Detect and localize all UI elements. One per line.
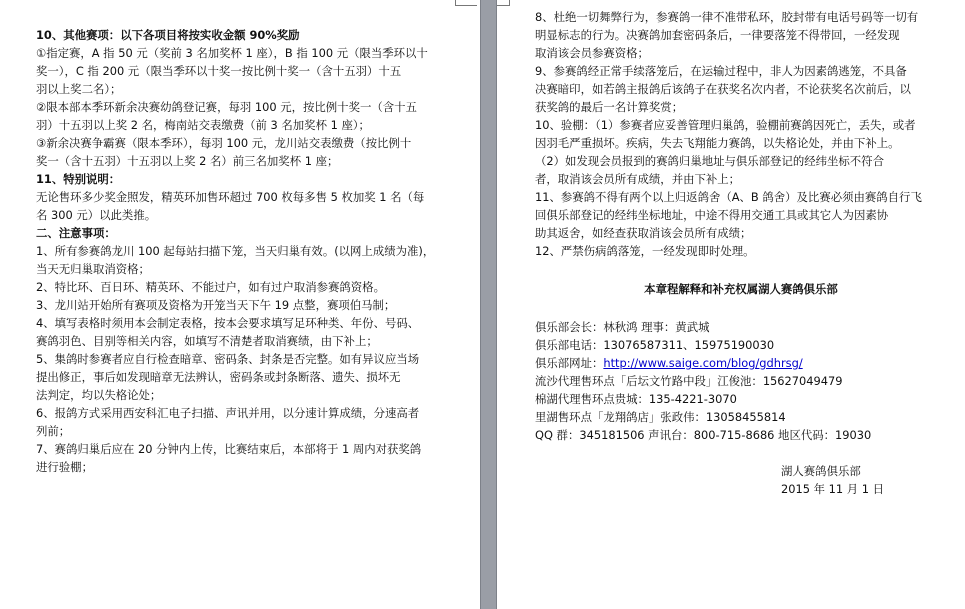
qq-line: QQ 群：345181506 声讯台：800-715-8686 地区代码：19030: [535, 428, 872, 442]
text-line: 取消该会员参赛资格；: [535, 46, 649, 60]
president-line: 俱乐部会长：林秋鸿 理事：黄武城: [535, 320, 710, 334]
document-page-right: [497, 0, 965, 609]
text-line: 羽以上奖二名）；: [36, 82, 122, 96]
website-line: [535, 354, 947, 372]
crop-mark: [455, 5, 477, 6]
text-line: 明显标志的行为。决赛鸽加套密码条后，一律要落笼不得带回，一经发现: [535, 28, 900, 42]
agent-line: 里湖售环点「龙翔鸽店」张政伟：13058455814: [535, 410, 786, 424]
text-line: 决赛暗印，如若鸽主报鸽后该鸽子在获奖名次内者，不论获奖名次前后，以: [535, 82, 911, 96]
text-line: 无论售环多少奖金照发，精英环加售环超过 700 枚每多售 5 枚加奖 1 名（每: [36, 190, 425, 204]
page-right-text: [535, 8, 947, 498]
text-line: 3、龙川站开始所有赛项及资格为开笼当天下午 19 点整，赛项伯马制；: [36, 298, 396, 312]
text-line: 赛鸽羽色、目别等相关内容，如填写不清楚者取消赛绩，由下补上；: [36, 334, 378, 348]
text-line: 者，取消该会员所有成绩，并由下补上；: [535, 172, 741, 186]
text-line: 1、所有参赛鸽龙川 100 起每站扫描下笼，当天归巢有效。(以网上成绩为准)，: [36, 244, 435, 258]
text-line: 助其返舍，如经查获取消该会员所有成绩；: [535, 226, 752, 240]
text-line: 奖一），C 指 200 元（限当季环以十奖一按比例十奖一（含十五羽）十五: [36, 64, 402, 78]
text-line: ①指定赛，A 指 50 元（奖前 3 名加奖杯 1 座），B 指 100 元（限当季环以十: [36, 46, 428, 60]
text-line: 11、参赛鸽不得有两个以上归返鸽舍（A、B 鸽舍）及比赛必须由赛鸽自行飞: [535, 190, 922, 204]
agent-line: 流沙代理售环点「后坛文竹路中段」江俊池：15627049479: [535, 374, 843, 388]
website-link[interactable]: http://www.saige.com/blog/gdhrsg/: [603, 356, 803, 370]
text-line: 12、严禁伤病鸽落笼，一经发现即时处理。: [535, 244, 755, 258]
text-line: 名 300 元）以此类推。: [36, 208, 157, 222]
text-line: 提出修正，事后如发现暗章无法辨认，密码条或封条断落、遗失、损坏无: [36, 370, 401, 384]
text-line: 奖一（含十五羽）十五羽以上奖 2 名）前三名加奖杯 1 座；: [36, 154, 339, 168]
text-line: 法判定，均以失格论处；: [36, 388, 162, 402]
text-line: 10、验棚：（1）参赛者应妥善管理归巢鸽，验棚前赛鸽因死亡，丢失，或者: [535, 118, 916, 132]
signature: 湖人赛鸽俱乐部: [781, 464, 861, 478]
text-line: （2）如发现会员报到的赛鸽归巢地址与俱乐部登记的经纬坐标不符合: [535, 154, 884, 168]
page-left-text: [36, 26, 446, 476]
text-line: 列前；: [36, 424, 71, 438]
text-line: 7、赛鸽归巢后应在 20 分钟内上传，比赛结束后，本部将于 1 周内对获奖鸽: [36, 442, 422, 456]
text-line: 9、参赛鸽经正常手续落笼后，在运输过程中，非人为因素鸽逃笼，不具备: [535, 64, 907, 78]
document-page-left: [0, 0, 480, 609]
text-line: 当天无归巢取消资格；: [36, 262, 150, 276]
text-line: 进行验棚；: [36, 460, 93, 474]
agent-line: 棉湖代理售环点贵城：135-4221-3070: [535, 392, 737, 406]
date: 2015 年 11 月 1 日: [781, 482, 885, 496]
section-heading: 10、其他赛项：以下各项目将按实收金额 90%奖励: [36, 28, 300, 42]
text-line: 6、报鸽方式采用西安科汇电子扫描、声讯并用，以分速计算成绩，分速高者: [36, 406, 420, 420]
text-line: 羽）十五羽以上奖 2 名，梅南站交表缴费（前 3 名加奖杯 1 座）；: [36, 118, 370, 132]
text-line: ②限本部本季环新余决赛幼鸽登记赛，每羽 100 元，按比例十奖一（含十五: [36, 100, 417, 114]
section-heading: 11、特别说明：: [36, 172, 121, 186]
text-line: ③新余决赛争霸赛（限本季环），每羽 100 元，龙川站交表缴费（按比例十: [36, 136, 412, 150]
text-line: 4、填写表格时须用本会制定表格，按本会要求填写足环种类、年份、号码、: [36, 316, 420, 330]
phone-line: 俱乐部电话：13076587311、15975190030: [535, 338, 775, 352]
text-line: 因羽毛严重损坏。疾病，失去飞翔能力赛鸽，以失格论处，并由下补上。: [535, 136, 900, 150]
text-line: 2、特比环、百日环、精英环、不能过户，如有过户取消参赛鸽资格。: [36, 280, 385, 294]
website-label: 俱乐部网址：: [535, 356, 604, 370]
statement: 本章程解释和补充权属湖人赛鸽俱乐部: [644, 282, 838, 296]
text-line: 获奖鸽的最后一名计算奖赏；: [535, 100, 684, 114]
page-gutter: [480, 0, 497, 609]
crop-mark: [497, 5, 510, 6]
text-line: 回俱乐部登记的经纬坐标地址，中途不得用交通工具或其它人为因素协: [535, 208, 889, 222]
text-line: 5、集鸽时参赛者应自行检查暗章、密码条、封条是否完整。如有异议应当场: [36, 352, 420, 366]
section-heading: 二、注意事项：: [36, 226, 116, 240]
text-line: 8、杜绝一切舞弊行为，参赛鸽一律不准带私环，胶封带有电话号码等一切有: [535, 10, 919, 24]
